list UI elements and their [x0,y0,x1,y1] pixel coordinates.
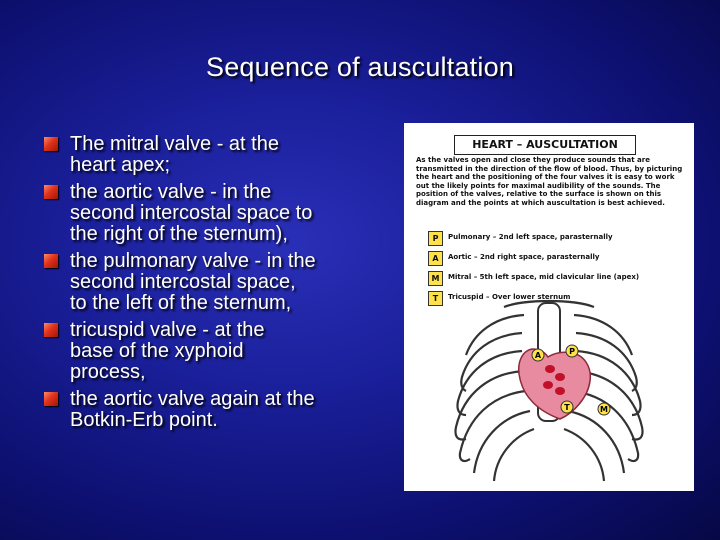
slide-title: Sequence of auscultation [205,52,515,82]
bullet-text: tricuspid valve - at the base of the xyphoid process, [70,319,265,383]
marker-m: M [600,405,608,414]
bullet-item [44,251,384,314]
legend-text: Mitral – 5th left space, mid clavicular line (apex) [448,273,640,281]
legend-key: A [428,251,443,266]
ribcage-left [455,315,534,481]
legend-text: Pulmonary – 2nd left space, parasternally [448,233,613,241]
legend-key: M [428,271,443,286]
bullet-square-icon [44,185,58,199]
legend-row [428,231,688,251]
marker-a: A [534,351,542,360]
bullet-item [44,134,384,176]
bullet-list [44,134,384,437]
marker-t: T [564,403,570,412]
heart-shape [519,349,591,419]
legend-key: T [428,291,443,306]
bullet-square-icon [44,323,58,337]
legend-text: Tricuspid – Over lower sternum [448,293,571,301]
bullet-item [44,389,384,431]
bullet-text: the pulmonary valve - in the second intercostal space, to the left of the sternum, [70,250,316,314]
legend-row [428,271,688,291]
marker-p: P [569,347,575,356]
figure-title: HEART – AUSCULTATION [454,135,636,155]
legend-row [428,251,688,271]
bullet-item [44,182,384,245]
figure-description: As the valves open and close they produce sounds that are transmitted in the direction of the flow of blood. Thus, by picturing the heart and the positioning of the four valves it is easy to work out the likely points for maximal audibility of the sounds. The position of the valves, relative to the surface is shown on this diagram and the points at which auscultation is best achieved. [416,156,683,207]
bullet-square-icon [44,254,58,268]
legend-key: P [428,231,443,246]
auscultation-figure [404,123,694,491]
bullet-square-icon [44,137,58,151]
bullet-text: the aortic valve - in the second intercostal space to the right of the sternum), [70,181,313,245]
bullet-text: The mitral valve - at the heart apex; [70,133,279,176]
bullet-square-icon [44,392,58,406]
ribcage-heart-illustration [404,293,694,491]
bullet-text: the aortic valve again at the Botkin-Erb point. [70,388,315,431]
legend-text: Aortic – 2nd right space, parasternally [448,253,600,261]
bullet-item [44,320,384,383]
